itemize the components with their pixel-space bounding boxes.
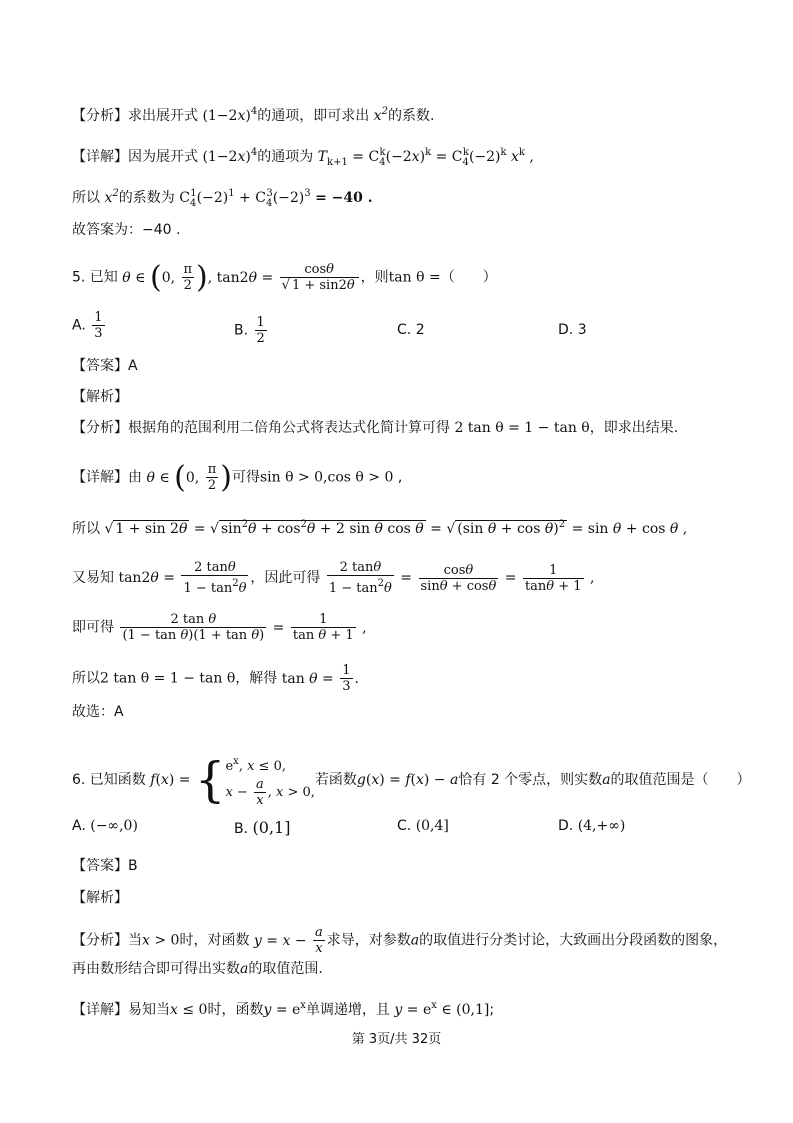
q4-final-answer: 故答案为：−40 . — [72, 222, 181, 238]
q5-option-b[interactable]: B. $\frac{1}{2}$ — [234, 315, 265, 346]
q5-option-a[interactable]: A. $\frac{1}{3}$ — [72, 310, 103, 341]
q6-analysis-line-2: 再由数形结合即可得出实数a的取值范围. — [72, 961, 323, 977]
q4-detail-line: 【详解】因为展开式 $(1-2x)^4$的通项为 $T_{k+1} = C_4^k(-2x)^k = C_4^k(-2)^k$ $x^k$ , — [72, 147, 534, 168]
q6-detail-line: 【详解】易知当x ≤ 0时，函数$y = e^x$单调递增，且 $y = e^x$ ∈ (0,1]; — [72, 1000, 495, 1018]
piecewise-function: f(x) = { $e^x$, x ≤ 0, x − $\frac{a}{x}$ , x > 0, — [150, 752, 315, 808]
q5-jiexi: 【解析】 — [72, 389, 128, 405]
analysis-tag: 【分析】 — [72, 108, 128, 124]
q5-detail-line: 【详解】由 θ ∈ (0, $\frac{\pi}{2}$ )可得sin θ > 0,cos θ > 0 , — [72, 459, 403, 495]
q5-analysis-line: 【分析】根据角的范围利用二倍角公式将表达式化简计算可得 2 tan θ = 1 − tan θ，即求出结果. — [72, 420, 679, 436]
q6-option-b[interactable]: B. (0,1] — [234, 818, 291, 837]
q5-sqrt-line: 所以 √ 1 + sin 2θ = √ $\sin^2\theta + \cos^2\theta + 2$ sin θ cos θ = √ (sin θ + cos θ)$^2$ = sin θ + cos θ , — [72, 519, 688, 537]
detail-tag: 【详解】 — [72, 149, 128, 165]
q6-option-d[interactable]: D. (4,+∞) — [558, 818, 626, 834]
q6-option-a[interactable]: A. (−∞,0) — [72, 818, 138, 834]
q5-solve-line: 所以2 tan θ = 1 − tan θ，解得 tan θ = $\frac{1}{3}$ . — [72, 663, 359, 694]
q6-answer: 【答案】B — [72, 858, 138, 874]
q5-equation-line: 即可得 $\frac{\text{2 tan θ}}{\text{(1 − tan θ)(1 + tan θ)}}$ = $\frac{1}{\text{tan θ + 1}}$ , — [72, 612, 367, 643]
q5-stem: 5. 已知 θ ∈ (0, $\frac{\pi}{2}$ ), tan2θ = $\frac{\cos\theta}{√ 1 + \sin 2\theta}$ ，则tan θ =（ ） — [72, 259, 497, 295]
q5-final: 故选：A — [72, 704, 124, 720]
q5-option-c[interactable]: C. 2 — [397, 322, 425, 338]
page-footer: 第 3页/共 32页 — [351, 1032, 442, 1047]
q5-answer: 【答案】A — [72, 358, 138, 374]
q4-analysis-line: 【分析】求出展开式 $(1-2x)^4$的通项，即可求出 $x^2$的系数. — [72, 106, 435, 124]
q4-coefficient-line: 所以 $x^2$的系数为 $C_4^1(-2)^1 + C_4^3(-2)^3 = -40$ . — [72, 188, 373, 209]
general-term-formula: $T_{k+1} = C_4^k(-2x)^k = C_4^k(-2)^k$ $x^k$ , — [317, 147, 534, 168]
binomial-formula: $(1-2x)^4$ — [202, 106, 258, 124]
q6-option-c[interactable]: C. (0,4] — [397, 818, 449, 834]
q6-stem: 6. 已知函数 f(x) = { $e^x$, x ≤ 0, x − $\frac{a}{x}$ , x > 0, 若函数g(x) = f(x) − a恰有 2 个零点，则实数a的取值范围是（ ） — [72, 752, 751, 808]
q6-jiexi: 【解析】 — [72, 890, 128, 906]
q5-option-d[interactable]: D. 3 — [558, 322, 587, 338]
q5-tan-identity-line: 又易知 tan2θ = $\frac{2 \tan\theta}{1 - \tan^2\theta}$ ，因此可得 $\frac{2 \tan\theta}{1 - \tan^2\theta}$ = $\frac{\cos\theta}{\sin\theta + \cos\theta}$ = $\frac{1}{\tan\theta + 1}$ , — [72, 560, 595, 596]
q6-analysis-line: 【分析】当x > 0时，对函数 y = x − $\frac{a}{x}$ 求导，对参数a的取值进行分类讨论，大致画出分段函数的图象， — [72, 925, 728, 956]
